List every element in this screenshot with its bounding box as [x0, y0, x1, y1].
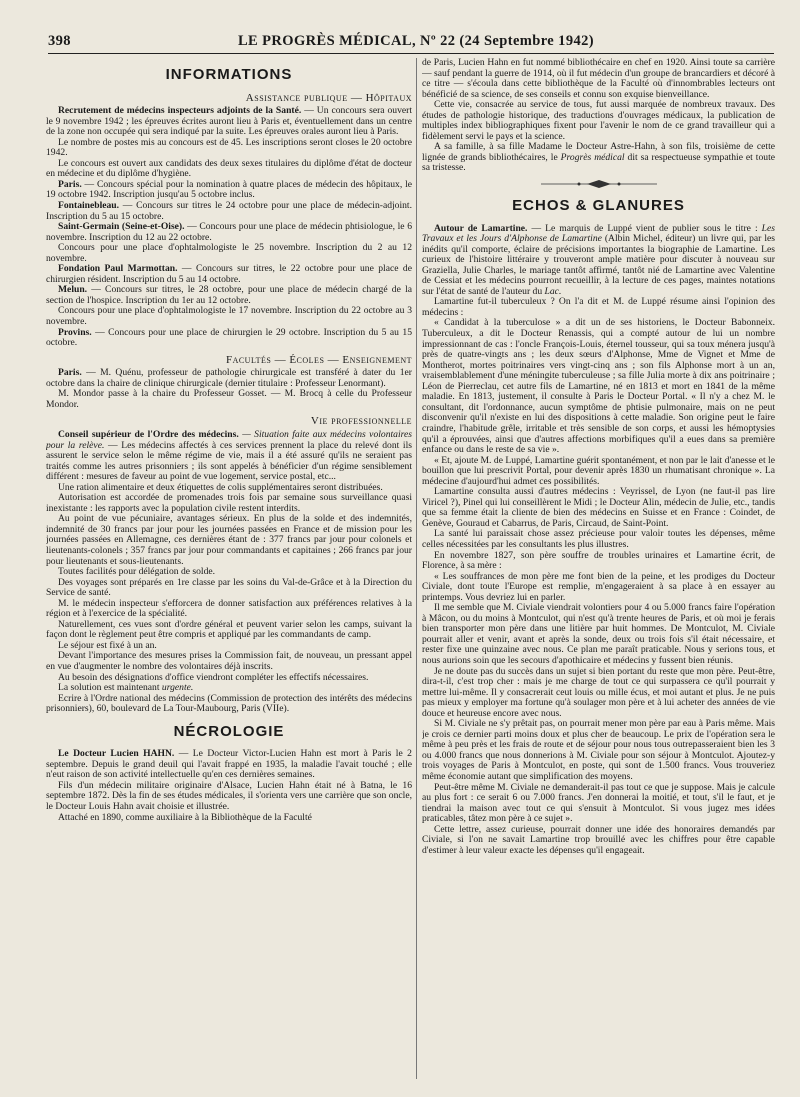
fondation-paragraph: Fondation Paul Marmottan. — Concours sur titres, le 22 octobre pour une place de chirurgien résident. Inscription du 5 au 14 octobre.: [46, 263, 412, 285]
column-divider: [416, 58, 417, 1079]
fontainebleau-paragraph: Fontainebleau. — Concours sur titres le 24 octobre pour une place de médecin-adjoint. Inscription du 5 au 15 octobre.: [46, 200, 412, 222]
vie-pro-p6: Des voyages sont préparés en 1re classe par les soins du Val-de-Grâce et à la Direction du Service de santé.: [46, 576, 412, 599]
echos-p5: Lamartine consulta aussi d'autres médecins : Veyrissel, de Lyon (ne faut-il pas lire Viricel ?), Pinel qui lui conseillèrent le Midi ; le Docteur Alin, médecin de Julie, etc., tandis que sa femme était la cliente de bien des médecins en Suisse et en France : Coindet, de Genève, Gouraud et Cabarrus, de Paris, Circaud, de Saint-Point.: [422, 486, 775, 529]
vie-pro-p12: La solution est maintenant urgente.: [58, 682, 194, 694]
running-header: [48, 28, 774, 50]
necrologie-p3: Attaché en 1890, comme auxiliaire à la Bibliothèque de la Faculté: [58, 811, 312, 823]
necrologie-title: NÉCROLOGIE: [173, 722, 285, 740]
echos-heading: Autour de Lamartine.: [434, 222, 528, 234]
vie-pro-p8: Naturellement, ces vues sont d'ordre général et peuvent varier selon les camps, suivant la façon dont le règlement peut être compris et appliqué par les commandants de camp.: [46, 618, 412, 641]
page-number: 398: [48, 33, 71, 49]
vie-pro-p13: Ecrire à l'Ordre national des médecins (Commission de protection des intérêts des médecins prisonniers), 60, boulevard de La Tour-Maubourg, Paris (VIIe).: [46, 692, 412, 715]
necrologie-p5: Cette vie, consacrée au service de tous, fut aussi marquée de nombreux travaux. Des études de pathologie historique, des traductions d'ouvrages médicaux, la publication de multiples index bibliographiques fixent pour l'avenir le nom de ce grand travailleur qui a fidèlement servi le pays et la science.: [422, 99, 775, 142]
echos-p9: Il me semble que M. Civiale viendrait volontiers pour 4 ou 5.000 francs faire l'opération à Mâcon, ou du moins à Montculot, qui n'est qu'à trente heures de Paris, et où moi je ferais bien transporter mon père dans une litière par huit hommes. De Montculot, M. Civiale pourrait aller et venir, avant et après la sonde, deux ou trois fois s'il était nécessaire, et rester fixe une quinzaine avec nous. Ce plan me paraît praticable. Nous y serions tous, et nous aurions soin que les secours d'apothicaire et médecins y fussent bien réunis.: [422, 602, 775, 666]
necrologie-p6: A sa famille, à sa fille Madame le Docteur Astre-Hahn, à son fils, troisième de cette lignée de grands bibliothécaires, le Progrès médical dit sa respectueuse sympathie et toute sa tristesse.: [422, 141, 775, 174]
section-ornament: [422, 179, 775, 189]
necrologie-p1: Le Docteur Lucien HAHN. — Le Docteur Victor-Lucien Hahn est mort à Paris le 2 septembre. Depuis le grand deuil qui l'avait frappé en 1935, la maladie l'avait touché ; elle n'eut raison de son activité intellectuelle qu'en ces dernières semaines.: [46, 748, 412, 781]
vie-pro-p2: Une ration alimentaire et deux étiquettes de colis supplémentaires seront distribuées.: [58, 481, 383, 493]
recrutement-paragraph: Recrutement de médecins inspecteurs adjoints de la Santé. — Un concours sera ouvert le 9 novembre 1942 ; les épreuves écrites auront lieu à Paris et, éventuellement dans un centre de la zone non occupée qui sera indiqué par la suite. Les épreuves orales auront lieu à Paris.: [46, 105, 412, 138]
conseil-paragraph: Conseil supérieur de l'Ordre des médecins. — Situation faite aux médecins volontaires pour la relève. — Les médecins affectés à ces services prennent la place du relevé dont ils assurent le service selon le même régime de vie, mais il a été assuré qu'ils ne seraient pas traités comme les autres prisonniers ; ils sont appelés à bénéficier d'un régime sensiblement différent : mesures de faveur au point de vue logement, service postal, etc...: [46, 428, 412, 483]
echos-p11: Si M. Civiale ne s'y prêtait pas, on pourrait mener mon père par eau à Paris même. Mais je crois ce dernier parti moins doux et plus cher de beaucoup. Le prix de l'opération sera le même à peu près et les frais de route et de séjour pour nous tous outrepasseraient bien les 3 ou 4.000 francs que nous donnerions à M. Civiale pour son séjour à Montculot. Ajoutez-y trois voyages de Paris à Montculot, en poste, qui sont de 1.500 francs. Vous trouveriez même économie autant que simplification des moyens.: [422, 718, 775, 782]
recrutement-p3: Le concours est ouvert aux candidats des deux sexes titulaires du diplôme d'état de docteur en médecine et du diplôme d'hygiène.: [46, 157, 412, 180]
stgermain-paragraph: Saint-Germain (Seine-et-Oise). — Concours pour une place de médecin phtisiologue, le 6 novembre. Inscription du 12 au 22 octobre.: [46, 221, 412, 243]
echos-p13: Cette lettre, assez curieuse, pourrait donner une idée des honoraires demandés par Civiale, si l'on ne savait Lamartine trop brouillé avec les chiffres pour être capable d'estimer à leur valeur exacte les dépenses qu'il engageait.: [422, 823, 775, 856]
facultes-paris-paragraph: Paris. — M. Quénu, professeur de pathologie chirurgicale est transféré à dater du 1er octobre dans la chaire de clinique chirurgicale (dernier titulaire : Professeur Lenormant).: [46, 367, 412, 389]
echos-p8: « Les souffrances de mon père me font bien de la peine, et les prodiges du Docteur Civiale, dont toute l'Europe est remplie, m'engageraient à sa place à en essayer au printemps. Vous devriez lui en parler.: [422, 570, 775, 603]
echos-p2: Lamartine fut-il tuberculeux ? On l'a dit et M. de Luppé résume ainsi l'opinion des médecins :: [422, 296, 775, 318]
running-title: LE PROGRÈS MÉDICAL, Nº 22 (24 Septembre 1942): [237, 33, 595, 49]
echos-p1: Autour de Lamartine. — Le marquis de Luppé vient de publier sous le titre : Les Travaux et les Jours d'Alphonse de Lamartine (Albin Michel, éditeur) un livre qui, par les inédits qu'il comporte, éclaire de précisions importantes la biographie de Lamartine. Les curieux de l'histoire littéraire y trouveront ample matière pour discuter à nouveau sur Graziella, Julie Charles, le mariage tantôt affirmé, tantôt nié de Lamartine avec Valentine de Cessiat et les médecins pourront recueillir, à la lecture de ces pages, maintes notations sur l'état de santé de l'auteur du Lac.: [422, 222, 775, 297]
right-column: [422, 58, 775, 1083]
vie-pro-p11: Au besoin des désignations d'office viendront compléter les effectifs nécessaires.: [58, 671, 369, 683]
echos-p6: La santé lui paraissait chose assez précieuse pour valoir toutes les dépenses, même celles nécessitées par les consultants les plus illustres.: [422, 528, 775, 550]
recrutement-heading: Recrutement de médecins inspecteurs adjoints de la Santé.: [58, 105, 302, 117]
echos-title: ECHOS & GLANURES: [512, 197, 685, 215]
informations-title: INFORMATIONS: [165, 66, 293, 83]
necrologie-p2: Fils d'un médecin militaire originaire d'Alsace, Lucien Hahn était né à Batna, le 16 septembre 1872. Dès la fin de ses études médicales, il s'orienta vers une carrière que son oncle, le Docteur Louis Hahn avait choisie et illustrée.: [46, 779, 412, 812]
vie-pro-subtitle: Vie professionnelle: [310, 415, 412, 428]
vie-pro-p3: Autorisation est accordée de promenades trois fois par semaine sous surveillance quasi inexistante : les rapports avec la population civile restent interdits.: [46, 492, 412, 514]
necrologie-p4: de Paris, Lucien Hahn en fut nommé bibliothécaire en chef en 1920. Ainsi toute sa carrière — sauf pendant la guerre de 1914, où il fut médecin d'un groupe de brancardiers et décoré à ce titre — s'écoula dans cette bibliothèque de la Faculté où d'innombrables lecteurs ont bénéficié de sa science, de ses conseils et connu son exquise bienveillance.: [422, 58, 775, 100]
header-rule: [48, 53, 774, 54]
echos-p4: « Et, ajoute M. de Luppé, Lamartine guérit spontanément, et non par le lait d'anesse et le bouillon que lui prescrivit Portal, pour devenir après 1830 un rhumatisant chronique ». La médecine d'aujourd'hui admet ces possibilités.: [422, 454, 775, 487]
echos-p3: « Candidat à la tuberculose » a dit un de ses historiens, le Docteur Babonneix. Tuberculeux, a dit le Docteur Renassis, qui a compté autour de lui un nombre impressionnant de cas : l'oncle François-Louis, éternel tousseur, qui sa toux ménera jusqu'à près de quatre-vingts ans ; les deux sœurs d'Alphonse, Mme de Vignet et Mme de Montherot, mortes poitrinaires vers vingt-cinq ans ; son fils Alphonse mort à un an, vraisemblablement d'une méningite tuberculeuse ; sa fille Julia morte à dix ans poitrinaire ; Léon de Pierreclau, cet autre fils de Lamartine, né en 1813 et mort en 1841 de la même maladie. En 1813, justement, il consulte à Paris le Docteur Portal. « Il n'y a chez M. le consultant, dit l'ordonnance, aucun symptôme de phtisie pulmonaire, mais on ne peut disconvenir qu'il n'existe en lui des dispositions à cette maladie. Son origine peut le faire craindre, l'habitude grêle, irritable et très sensible de son corps, et aussi les hémoptysies qu'il a éprouvées, ainsi que d'autres affections morbifiques qu'il a eues dans sa première enfance ou dans le reste de sa vie ».: [422, 317, 775, 456]
echos-p12: Peut-être même M. Civiale ne demanderait-il pas tout ce que je suppose. Mais je calcule au plus fort : ce serait 6 ou 7.000 francs. J'en donnerai la moitié, et tout, s'il le faut, et je tiendrai la maison avec tout ce qui s'ensuit à Montculot. Si vous jugez mes idées praticables, tâtez mon père à ce sujet ».: [422, 781, 775, 825]
left-column: [46, 58, 412, 1083]
melun-paragraph: Melun. — Concours sur titres, le 28 octobre, pour une place de médecin chargé de la section de l'hospice. Inscription du 1er au 12 octobre.: [46, 284, 412, 306]
facultes-p2: M. Mondor passe à la chaire du Professeur Gosset. — M. Brocq à celle du Professeur Mondor.: [46, 388, 412, 410]
vie-pro-p7: M. le médecin inspecteur s'efforcera de donner satisfaction aux préférences relatives à la région et à l'exercice de la spécialité.: [46, 597, 412, 620]
stgermain-p2: Concours pour une place d'ophtalmologiste le 25 novembre. Inscription du 2 au 12 novembre.: [46, 242, 412, 264]
provins-paragraph: Provins. — Concours pour une place de chirurgien le 29 octobre. Inscription du 5 au 15 octobre.: [46, 326, 412, 349]
vie-pro-p5: Toutes facilités pour délégation de solde.: [58, 566, 216, 578]
echos-p7: En novembre 1827, son père souffre de troubles urinaires et Lamartine écrit, de Florence, à sa mère :: [422, 549, 775, 572]
assistance-subtitle: Assistance publique — Hôpitaux: [245, 91, 412, 104]
echos-p10: Je ne doute pas du succès dans un sujet si bien portant du reste que mon père. Peut-être, dira-t-il, c'est trop cher : mais je me charge de tout ce qui surpassera ce qu'il pourrait y mettre lui-même. Il y consacrerait ceut louis ou mille écus, et moi autant et plus. Je ne puis pas mieux y employer ma fortune qu'à soulager mon père et à lui acheter des années de vie douce et heureuse encore avec nous.: [422, 665, 775, 719]
facultes-subtitle: Facultés — Écoles — Enseignement: [225, 353, 412, 366]
vie-pro-p10: Devant l'importance des mesures prises la Commission fait, de nouveau, un pressant appel en vue d'augmenter le nombre des volontaires déjà inscrits.: [46, 650, 412, 672]
paris-paragraph: Paris. — Concours spécial pour la nomination à quatre places de médecin des hôpitaux, le 19 octobre 1942. Inscription jusqu'au 5 octobre inclus.: [46, 178, 412, 201]
vie-pro-p9: Le séjour est fixé à un an.: [58, 639, 157, 651]
vie-pro-p4: Au point de vue pécuniaire, avantages sérieux. En plus de la solde et des indemnités, indemnité de 30 francs par jour pour les journées passées en France et de mission pour les journées passées en Allemagne, ces dernières étant de : 377 francs par jour pour colonels et lieutenants-colonels ; 357 francs par jour pour commandants et capitaines ; 266 francs par jour pour lieutenants et sous-lieutenants.: [46, 513, 412, 567]
melun-p2: Concours pour une place d'ophtalmologiste le 17 novembre. Inscription du 22 octobre au 3 novembre.: [46, 305, 412, 328]
necrologie-heading: Le Docteur Lucien HAHN.: [58, 748, 175, 760]
recrutement-p2: Le nombre de postes mis au concours est de 45. Les inscriptions seront closes le 20 octobre 1942.: [46, 136, 412, 159]
